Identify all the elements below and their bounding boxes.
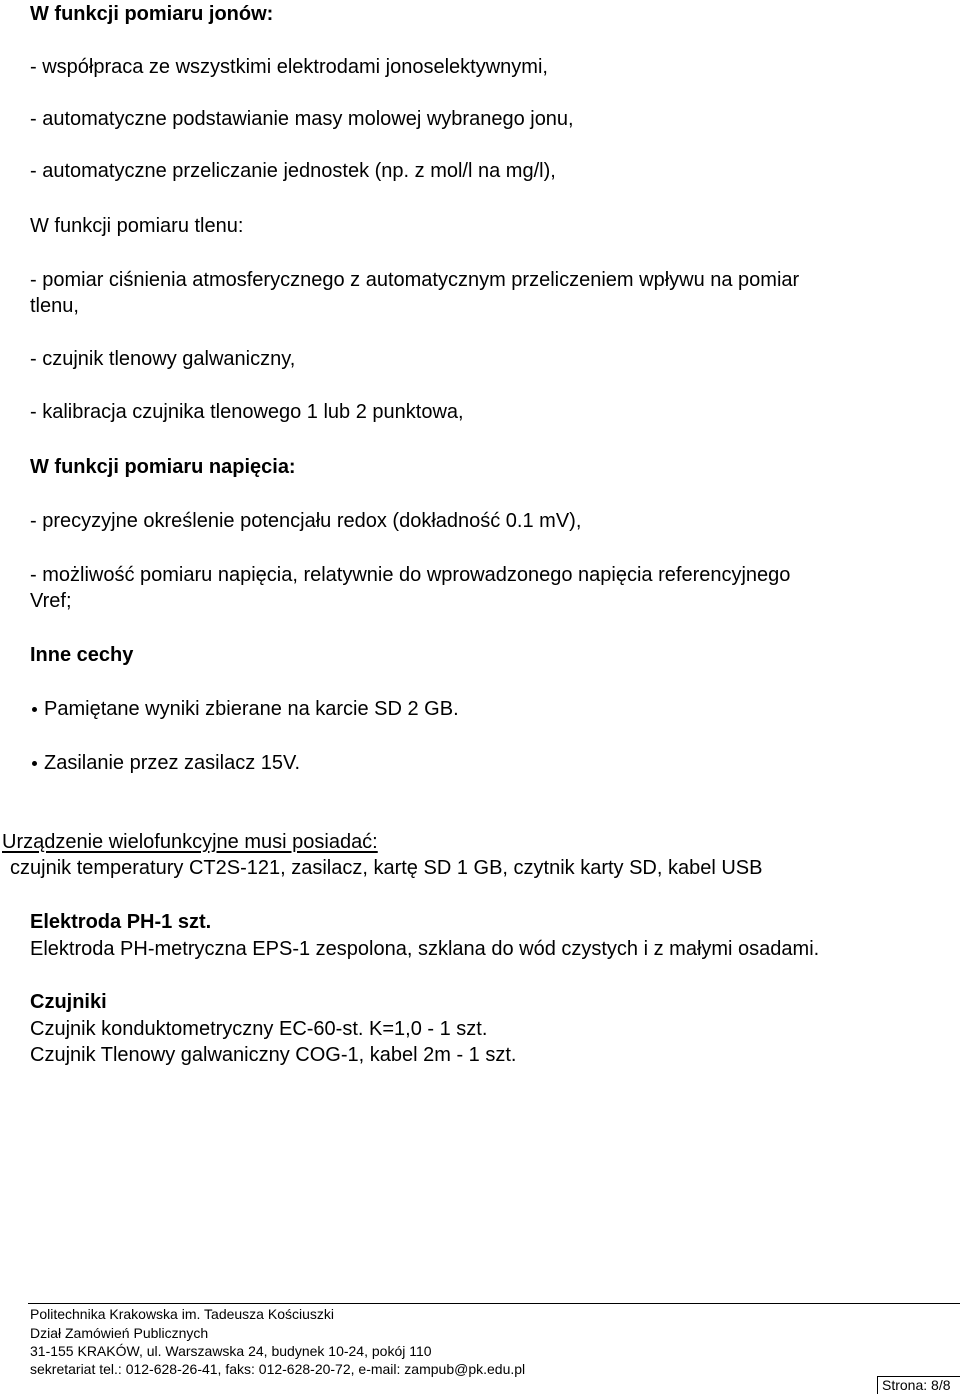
footer-line: Dział Zamówień Publicznych [30, 1325, 209, 1341]
ion-item: - automatyczne przeliczanie jednostek (np. z mol/l na mg/l), [30, 160, 556, 182]
footer-line: Politechnika Krakowska im. Tadeusza Kościuszki [30, 1306, 334, 1322]
bullet-icon [32, 761, 37, 766]
bullet-icon [32, 707, 37, 712]
sensors-section-heading: Czujniki [30, 991, 107, 1013]
other-bullet-item: Zasilanie przez zasilacz 15V. [44, 752, 301, 774]
oxygen-item-continuation: tlenu, [30, 295, 79, 317]
footer-line: sekretariat tel.: 012-628-26-41, faks: 012-628-20-72, e-mail: zampub@pk.edu.pl [30, 1361, 526, 1377]
oxygen-item: - pomiar ciśnienia atmosferycznego z automatycznym przeliczeniem wpływu na pomiar [30, 269, 800, 291]
voltage-item-continuation: Vref; [30, 590, 72, 612]
ion-section-heading: W funkcji pomiaru jonów: [30, 3, 274, 25]
footer-rule [28, 1303, 960, 1304]
page-number: Strona: 8/8 [882, 1377, 951, 1393]
oxygen-item: - czujnik tlenowy galwaniczny, [30, 348, 296, 370]
ion-item: - automatyczne podstawianie masy molowej wybranego jonu, [30, 108, 574, 130]
voltage-item: - możliwość pomiaru napięcia, relatywnie do wprowadzonego napięcia referencyjnego [30, 564, 791, 586]
other-bullet-item: Pamiętane wyniki zbierane na karcie SD 2 GB. [44, 698, 459, 720]
electrode-description: Elektroda PH-metryczna EPS-1 zespolona, szklana do wód czystych i z małymi osadami. [30, 938, 820, 960]
oxygen-item: - kalibracja czujnika tlenowego 1 lub 2 punktowa, [30, 401, 464, 423]
footer-line: 31-155 KRAKÓW, ul. Warszawska 24, budynek 10-24, pokój 110 [30, 1343, 432, 1359]
sensor-item: Czujnik Tlenowy galwaniczny COG-1, kabel 2m - 1 szt. [30, 1044, 517, 1066]
ion-item: - współpraca ze wszystkimi elektrodami jonoselektywnymi, [30, 56, 548, 78]
electrode-section-heading: Elektroda PH-1 szt. [30, 911, 212, 933]
voltage-section-heading: W funkcji pomiaru napięcia: [30, 456, 296, 478]
device-section-heading: Urządzenie wielofunkcyjne musi posiadać: [2, 831, 378, 853]
voltage-item: - precyzyjne określenie potencjału redox (dokładność 0.1 mV), [30, 510, 582, 532]
sensor-item: Czujnik konduktometryczny EC-60-st. K=1,0 - 1 szt. [30, 1018, 488, 1040]
device-description: czujnik temperatury CT2S-121, zasilacz, kartę SD 1 GB, czytnik karty SD, kabel USB [10, 857, 763, 879]
other-section-heading: Inne cechy [30, 644, 134, 666]
oxygen-section-heading: W funkcji pomiaru tlenu: [30, 215, 244, 237]
